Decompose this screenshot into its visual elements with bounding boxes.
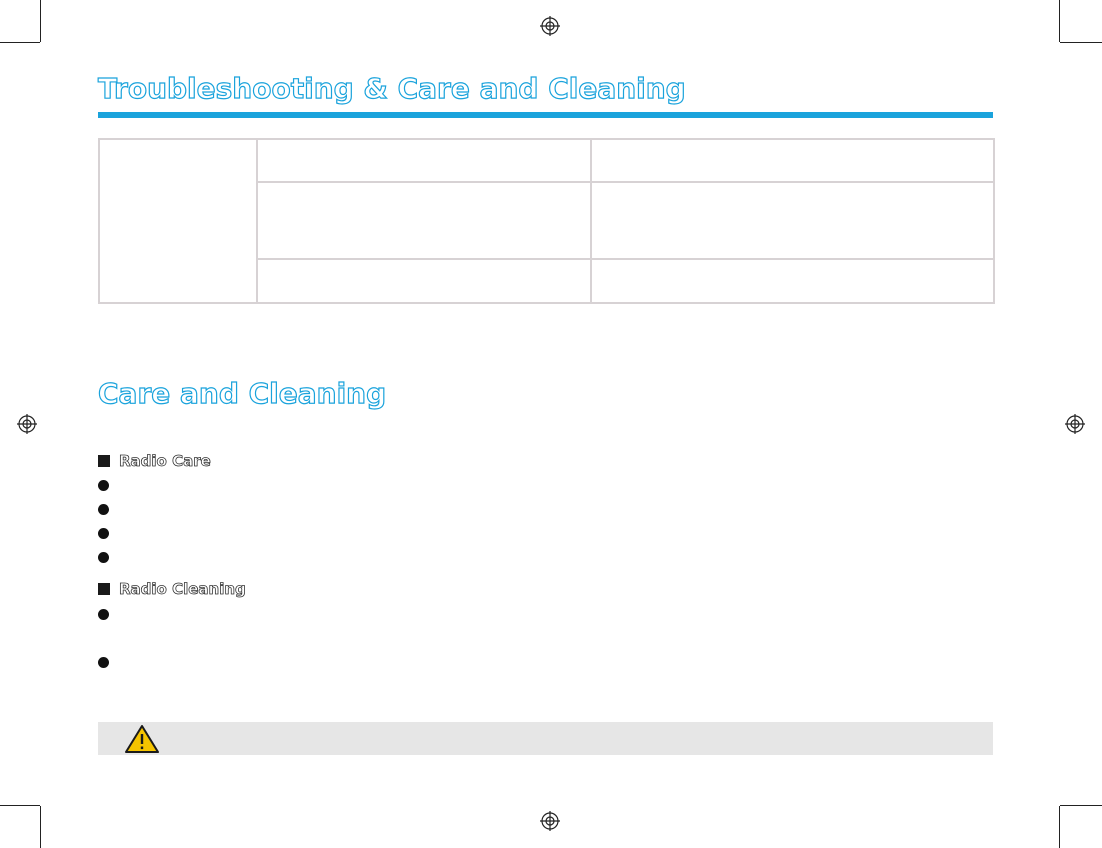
registration-mark-icon [1065, 414, 1085, 434]
bullet-icon [98, 504, 109, 515]
table-row [99, 139, 994, 182]
section-title: Care and Cleaning [98, 377, 387, 410]
crop-mark [0, 42, 40, 43]
registration-mark-icon [17, 414, 37, 434]
table-cell-solution [591, 259, 994, 303]
table-cell-cause [257, 139, 591, 182]
warning-banner [98, 722, 993, 755]
table-cell-cause [257, 259, 591, 303]
crop-mark [0, 805, 40, 806]
radio-cleaning-heading: Radio Cleaning [98, 580, 246, 598]
crop-mark [1060, 805, 1102, 806]
crop-mark [40, 806, 41, 848]
table-cell-problem [99, 139, 257, 303]
bullet-icon [98, 552, 109, 563]
bullet-icon [98, 609, 109, 620]
table-cell-solution [591, 182, 994, 259]
title-underline [98, 112, 993, 118]
radio-care-heading: Radio Care [98, 452, 211, 470]
square-bullet-icon [98, 583, 110, 595]
troubleshooting-table [98, 138, 995, 304]
square-bullet-icon [98, 455, 110, 467]
registration-mark-icon [540, 811, 560, 831]
registration-mark-icon [540, 16, 560, 36]
crop-mark [1060, 42, 1102, 43]
page-title: Troubleshooting & Care and Cleaning [98, 72, 686, 105]
table-cell-cause [257, 182, 591, 259]
bullet-icon [98, 480, 109, 491]
crop-mark [40, 0, 41, 42]
table-cell-solution [591, 139, 994, 182]
crop-mark [1059, 806, 1060, 848]
crop-mark [1059, 0, 1060, 42]
bullet-icon [98, 528, 109, 539]
warning-triangle-icon [124, 724, 160, 754]
bullet-icon [98, 657, 109, 668]
